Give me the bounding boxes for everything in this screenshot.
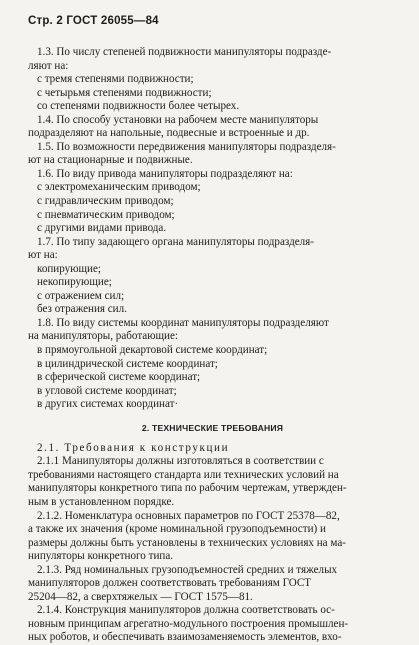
text-line: с гидравлическим приводом;	[37, 195, 174, 208]
section-heading: 2. ТЕХНИЧЕСКИЕ ТРЕБОВАНИЯ	[141, 422, 284, 433]
text-line: 2.1.3. Ряд номинальных грузоподъемностей средних и тяжелых	[37, 563, 338, 576]
text-line: манипуляторы конкретного типа по рабочим чертежам, утвержден-	[28, 482, 347, 495]
text-line: 1.8. По виду системы координат манипуляторы подразделяют	[37, 316, 329, 329]
text-line: на манипуляторы, работающие:	[28, 330, 179, 343]
text-line: 2.1.1 Манипуляторы должны изготовляться в соответствии с	[37, 455, 324, 468]
text-line: 2.1.2. Номенклатура основных параметров по ГОСТ 25378—82,	[37, 509, 340, 522]
text-line: с отражением сил;	[37, 289, 125, 302]
text-line: ляют на:	[28, 59, 69, 72]
text-line: 2.1.4. Конструкция манипуляторов должна соответствовать ос-	[37, 604, 335, 617]
text-line: нипуляторы конкретного типа.	[28, 550, 174, 563]
text-line: 25204—82, а сверхтяжелых — ГОСТ 1575—81.	[28, 590, 253, 603]
text-line: в угловой системе координат;	[37, 384, 177, 397]
text-line: 2.1. Требования к конструкции	[37, 441, 230, 454]
text-line: в сферической системе координат;	[37, 371, 201, 384]
text-line: в других системах координат·	[37, 398, 179, 411]
text-line: манипуляторов должен соответствовать требованиям ГОСТ	[28, 577, 312, 590]
text-line: с электромеханическим приводом;	[37, 181, 201, 194]
text-line: подразделяют на напольные, подвесные и встроенные и др.	[28, 127, 310, 140]
text-line: 1.5. По возможности передвижения манипуляторы подразделя-	[37, 140, 336, 153]
text-line: в цилиндрической системе координат;	[37, 357, 218, 370]
text-line: размеры должны быть установлены в технических условиях на ма-	[28, 536, 346, 549]
text-line: с пневматическим приводом;	[37, 208, 175, 221]
text-line: требованиями настоящего стандарта или технических условий на	[28, 468, 339, 481]
text-line: с другими видами привода.	[37, 222, 167, 235]
text-line: 1.3. По числу степеней подвижности манипуляторы подразде-	[37, 46, 332, 58]
text-line: ным в установленном порядке.	[28, 495, 175, 508]
text-line: со степенями подвижности более четырех.	[37, 100, 240, 113]
text-line: 1.4. По способу установки на рабочем месте манипуляторы	[37, 113, 319, 126]
text-line: ных роботов, и обеспечивать взаимозаменяемость элементов, вхо-	[28, 631, 342, 644]
text-line: ют на:	[28, 249, 58, 262]
text-line: 1.7. По типу задающего органа манипуляторы подразделя-	[37, 235, 314, 248]
text-line: 1.6. По виду привода манипуляторы подразделяют на:	[37, 167, 293, 180]
text-line: копирующие;	[37, 262, 101, 275]
text-line: с тремя степенями подвижности;	[37, 73, 194, 86]
text-line: без отражения сил.	[37, 303, 127, 316]
document-body	[28, 46, 397, 645]
text-line: некопирующие;	[37, 276, 112, 289]
page-header: Стр. 2 ГОСТ 26055—84	[28, 15, 159, 27]
text-line: в прямоугольной декартовой системе координат;	[37, 344, 268, 357]
text-line: новным принципам агрегатно-модульного построения промышлен-	[28, 617, 349, 630]
text-line: а также их значения (кроме номинальной грузоподъемности) и	[28, 523, 326, 536]
text-line: с четырьмя степенями подвижности;	[37, 86, 212, 99]
text-line: ют на стационарные и подвижные.	[28, 154, 193, 167]
